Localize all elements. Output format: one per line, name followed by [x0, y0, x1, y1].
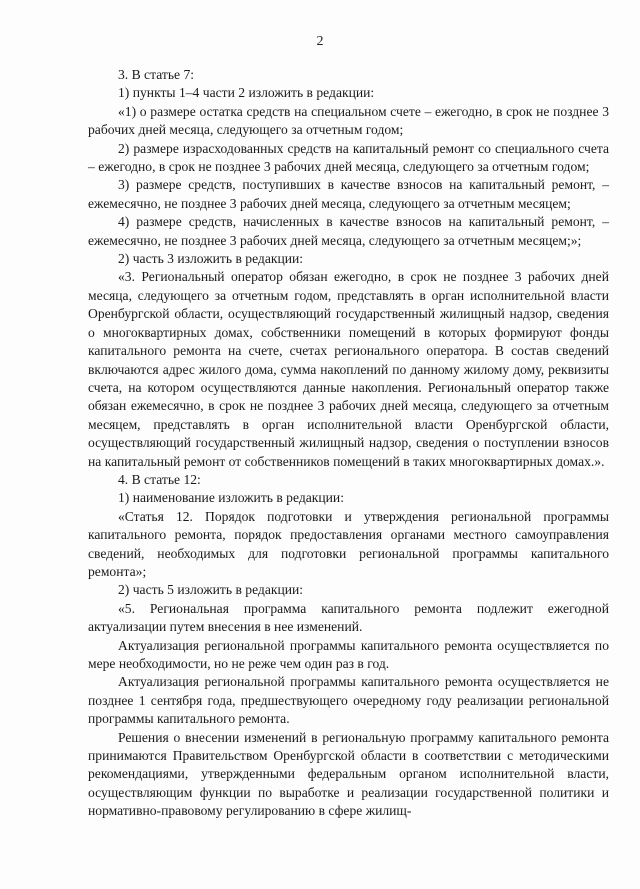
- paragraph: «Статья 12. Порядок подготовки и утверждения региональной программы капитального ремонта, порядок предоставления органами местного самоуправления сведений, необходимых для подготовки региональной программы капитального ремонта»;: [88, 508, 609, 579]
- paragraph: 4) размере средств, начисленных в качестве взносов на капитальный ремонт, – ежемесячно, не позднее 3 рабочих дней месяца, следующего за отчетным месяцем;»;: [88, 214, 609, 248]
- paragraph: Актуализация региональной программы капитального ремонта осуществляется не позднее 1 сентября года, предшествующего очередному году реализации региональной программы капитального ремонта.: [88, 674, 609, 727]
- paragraph: 3) размере средств, поступивших в качестве взносов на капитальный ремонт, – ежемесячно, не позднее 3 рабочих дней месяца, следующего за отчетным месяцем;: [88, 177, 609, 211]
- page-number: 2: [316, 34, 324, 49]
- paragraph: 1) пункты 1–4 части 2 изложить в редакции:: [118, 85, 375, 101]
- paragraph: 2) часть 5 изложить в редакции:: [118, 582, 304, 598]
- document-body: [88, 66, 609, 821]
- paragraph: 4. В статье 12:: [118, 471, 201, 487]
- paragraph: 1) наименование изложить в редакции:: [118, 490, 344, 506]
- paragraph: Актуализация региональной программы капитального ремонта осуществляется по мере необходимости, но не реже чем один раз в год.: [88, 637, 609, 671]
- paragraph: 2) размере израсходованных средств на капитальный ремонт со специального счета – ежегодно, в срок не позднее 3 рабочих дней месяца, следующего за отчетным годом;: [88, 140, 609, 175]
- paragraph: 2) часть 3 изложить в редакции:: [118, 251, 304, 267]
- paragraph: «1) о размере остатка средств на специальном счете – ежегодно, в срок не позднее 3 рабочих дней месяца, следующего за отчетным годом;: [88, 103, 609, 138]
- paragraph: «3. Региональный оператор обязан ежегодно, в срок не позднее 3 рабочих дней месяца, следующего за отчетным годом, представлять в орган исполнительной власти Оренбургской области, осуществляющий государственный жилищный надзор, сведения о многоквартирных домах, собственники помещений в которых формируют фонды капитального ремонта на счете, счетах регионального оператора. В состав сведений включаются адрес жилого дома, сумма накоплений по данному жилому дому, реквизиты счета, на котором осуществляются данные накопления. Региональный оператор также обязан ежемесячно, в срок не позднее 3 рабочих дней месяца, следующего за отчетным месяцем, представлять в орган исполнительной власти Оренбургской области, осуществляющий государственный жилищный надзор, сведения о поступлении взносов на капитальный ремонт от собственников помещений в таких многоквартирных домах.».: [88, 269, 609, 469]
- paragraph: «5. Региональная программа капитального ремонта подлежит ежегодной актуализации путем внесения в нее изменений.: [88, 600, 609, 635]
- paragraph: Решения о внесении изменений в региональную программу капитального ремонта принимаются Правительством Оренбургской области в соответствии с методическими рекомендациями, утвержденными федеральным органом исполнительной власти, осуществляющим функции по выработке и реализации государственной политики и нормативно-правовому регулированию в сфере жилищ-: [88, 729, 609, 819]
- paragraph: 3. В статье 7:: [118, 67, 195, 82]
